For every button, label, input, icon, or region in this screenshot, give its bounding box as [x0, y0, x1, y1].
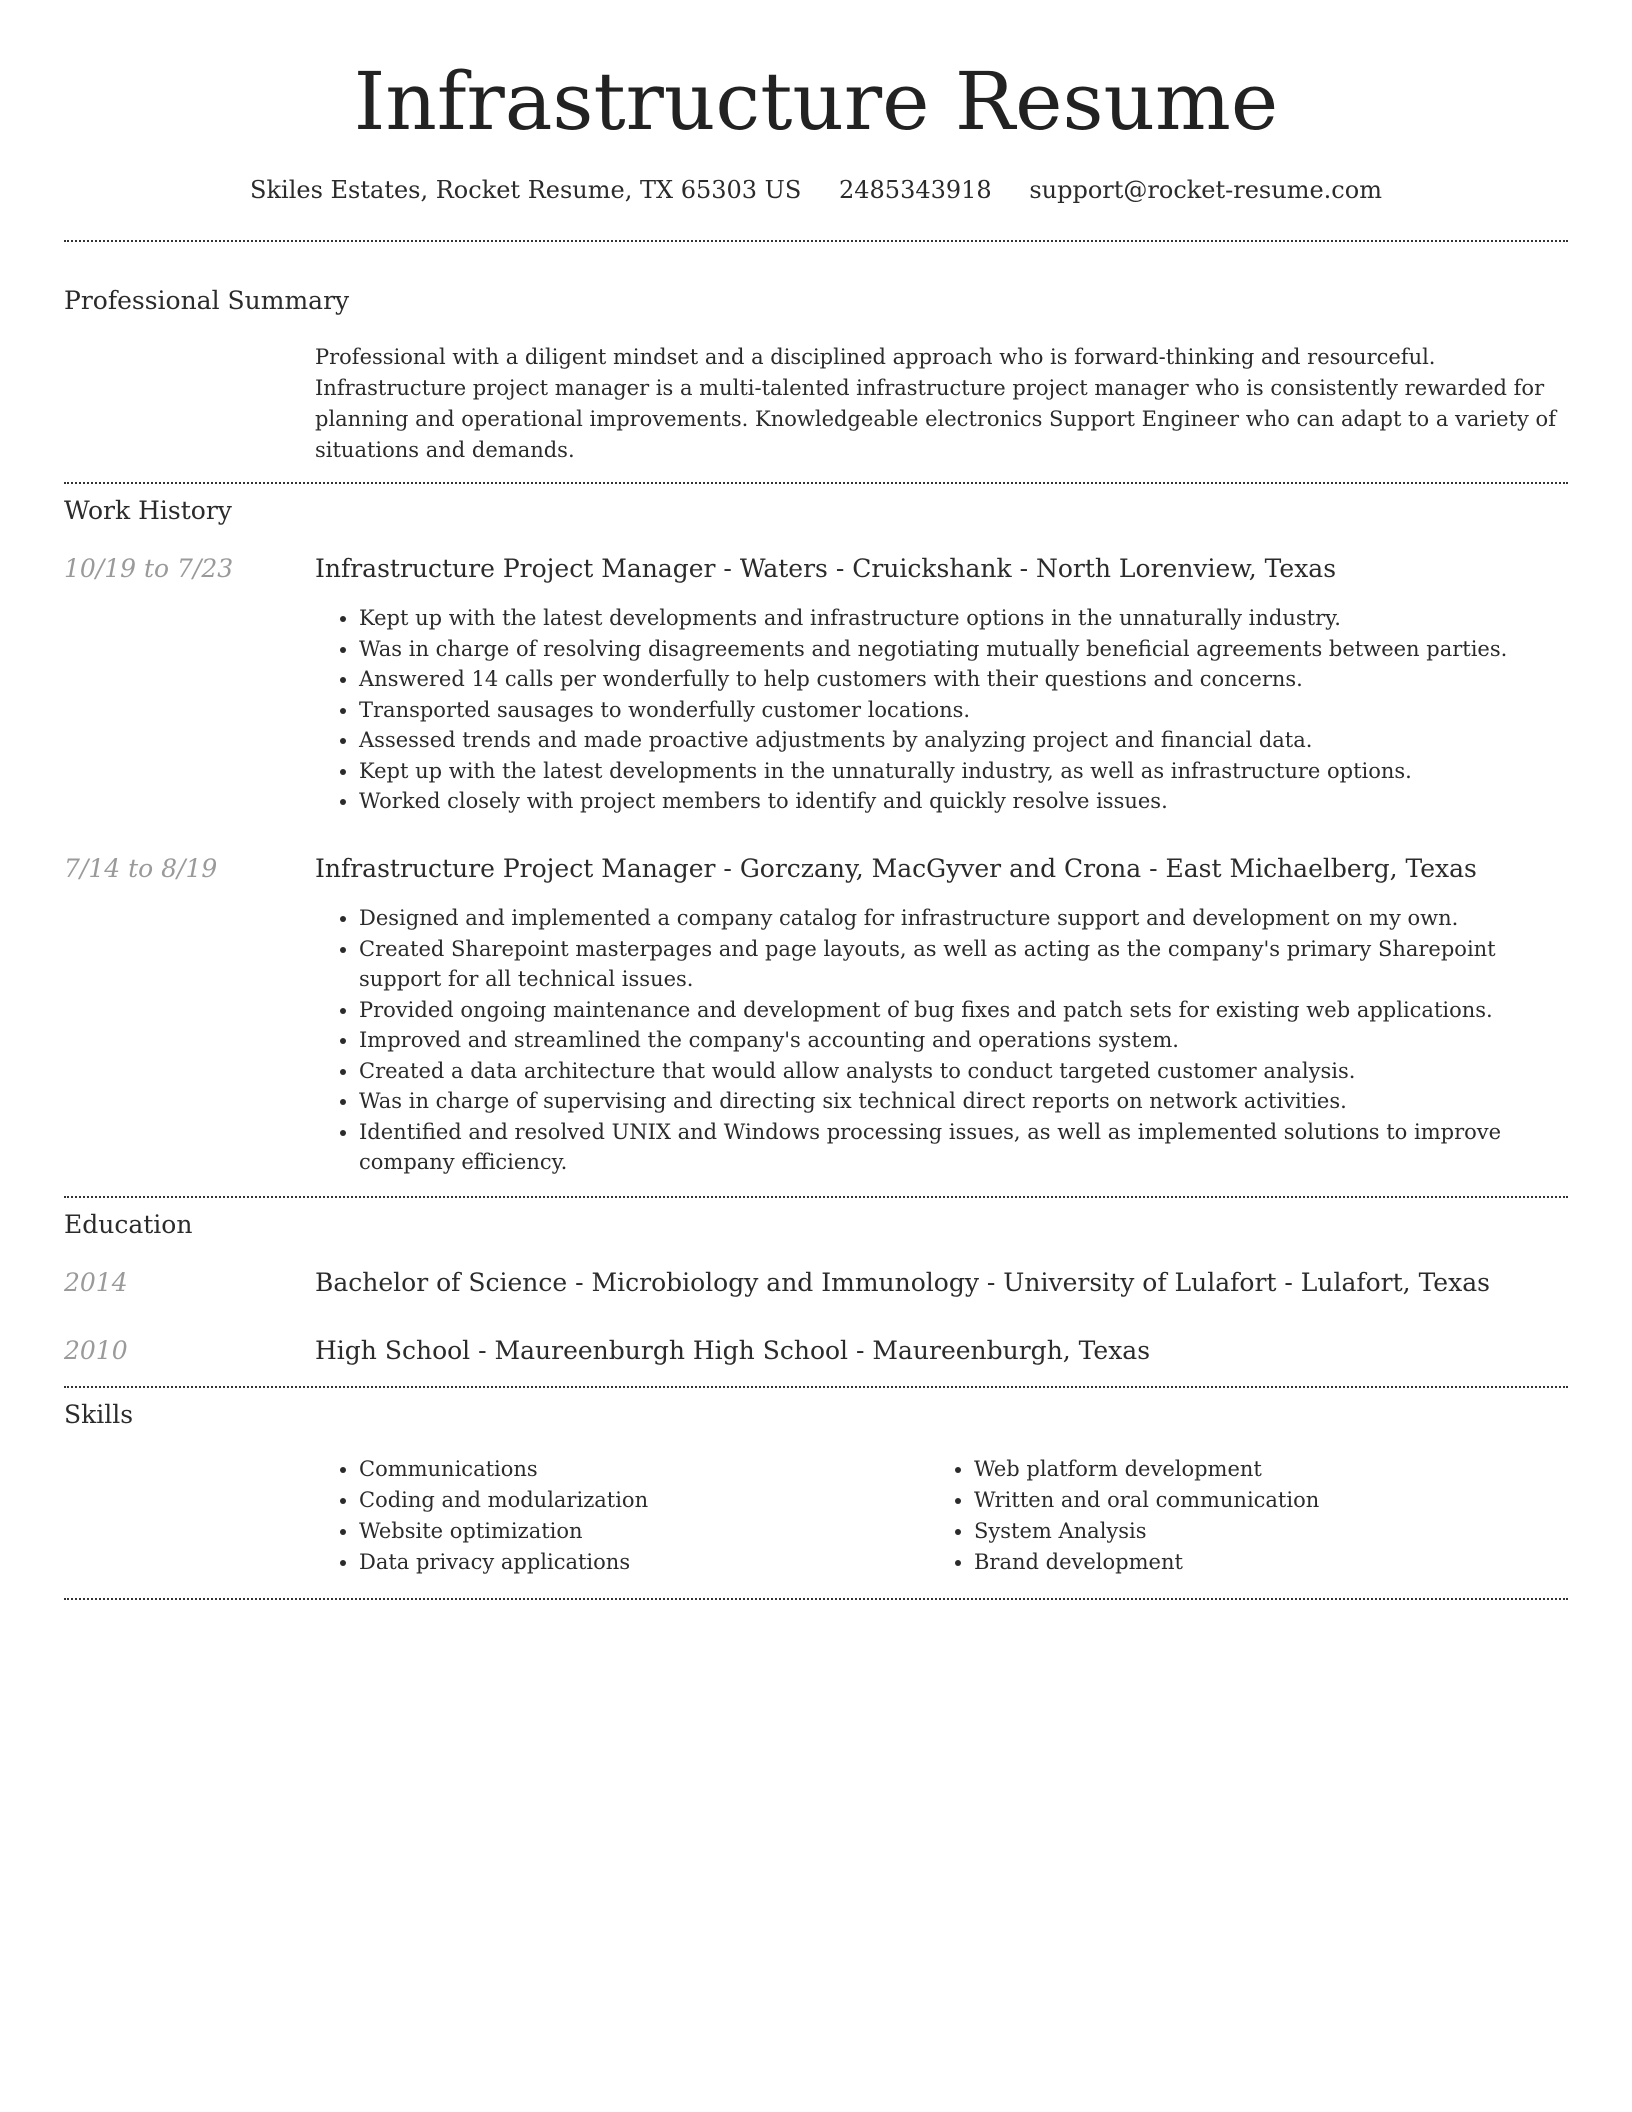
- skill-item: • Coding and modularization: [359, 1485, 895, 1516]
- divider: [64, 1386, 1568, 1388]
- education-year: 2014: [64, 1268, 128, 1297]
- education-year: 2010: [64, 1336, 128, 1365]
- skill-item: • Website optimization: [359, 1516, 895, 1547]
- skills-list-left: [315, 1454, 895, 1578]
- divider: [64, 240, 1568, 242]
- job-bullets: [315, 903, 1568, 1178]
- summary-text: Professional with a diligent mindset and a disciplined approach who is forward-thinking and resourceful. Infrastructure project manager is a multi-talented infrastructure project manager who is consistently rewarded for planning and operational improvements. Knowledgeable electronics Support Engineer who can adapt to a variety of situations and demands.: [315, 345, 1556, 462]
- job-title: Infrastructure Project Manager - Waters - Cruickshank - North Lorenview, Texas: [315, 554, 1337, 583]
- job-bullet: • Was in charge of resolving disagreements and negotiating mutually beneficial agreements between parties.: [359, 634, 1568, 665]
- skill-item: • Written and oral communication: [974, 1485, 1510, 1516]
- job-bullet: • Kept up with the latest developments in the unnaturally industry, as well as infrastructure options.: [359, 756, 1568, 787]
- skills-list-right: [930, 1454, 1510, 1578]
- divider: [64, 482, 1568, 484]
- education-entry: Bachelor of Science - Microbiology and Immunology - University of Lulafort - Lulafort, Texas: [315, 1268, 1490, 1297]
- job-bullet: • Created a data architecture that would allow analysts to conduct targeted customer analysis.: [359, 1056, 1568, 1087]
- skill-item: • Web platform development: [974, 1454, 1510, 1485]
- job-bullet: • Assessed trends and made proactive adjustments by analyzing project and financial data.: [359, 725, 1568, 756]
- job-bullet: • Kept up with the latest developments and infrastructure options in the unnaturally industry.: [359, 603, 1568, 634]
- job-bullets: [315, 603, 1568, 817]
- contact-address: Skiles Estates, Rocket Resume, TX 65303 US: [250, 176, 802, 204]
- job-bullet: • Provided ongoing maintenance and development of bug fixes and patch sets for existing web applications.: [359, 995, 1568, 1026]
- contact-email: support@rocket-resume.com: [1029, 176, 1382, 204]
- skill-item: • Data privacy applications: [359, 1547, 895, 1578]
- job-bullet: • Was in charge of supervising and directing six technical direct reports on network activities.: [359, 1086, 1568, 1117]
- job-bullet: • Created Sharepoint masterpages and page layouts, as well as acting as the company's primary Sharepoint support for all technical issues.: [359, 934, 1568, 995]
- divider: [64, 1196, 1568, 1198]
- resume-name: Infrastructure Resume: [353, 55, 1279, 148]
- job-bullet: • Identified and resolved UNIX and Windows processing issues, as well as implemented solutions to improve company efficiency.: [359, 1117, 1568, 1178]
- job-bullet: • Answered 14 calls per wonderfully to help customers with their questions and concerns.: [359, 664, 1568, 695]
- job-bullet: • Designed and implemented a company catalog for infrastructure support and development on my own.: [359, 903, 1568, 934]
- contact-phone: 2485343918: [838, 176, 992, 204]
- education-entry: High School - Maureenburgh High School - Maureenburgh, Texas: [315, 1336, 1151, 1365]
- job-bullet: • Improved and streamlined the company's accounting and operations system.: [359, 1025, 1568, 1056]
- summary-heading: Professional Summary: [64, 286, 350, 315]
- education-heading: Education: [64, 1210, 193, 1239]
- job-bullet: • Worked closely with project members to identify and quickly resolve issues.: [359, 786, 1568, 817]
- skill-item: • Communications: [359, 1454, 895, 1485]
- job-title: Infrastructure Project Manager - Gorczany, MacGyver and Crona - East Michaelberg, Texas: [315, 854, 1477, 883]
- contact-line: [64, 170, 1568, 210]
- job-dates: 10/19 to 7/23: [64, 554, 234, 583]
- job-bullet: • Transported sausages to wonderfully customer locations.: [359, 695, 1568, 726]
- skills-heading: Skills: [64, 1400, 134, 1429]
- skill-item: • Brand development: [974, 1547, 1510, 1578]
- skill-item: • System Analysis: [974, 1516, 1510, 1547]
- job-dates: 7/14 to 8/19: [64, 854, 218, 883]
- work-history-heading: Work History: [64, 496, 232, 525]
- divider: [64, 1598, 1568, 1600]
